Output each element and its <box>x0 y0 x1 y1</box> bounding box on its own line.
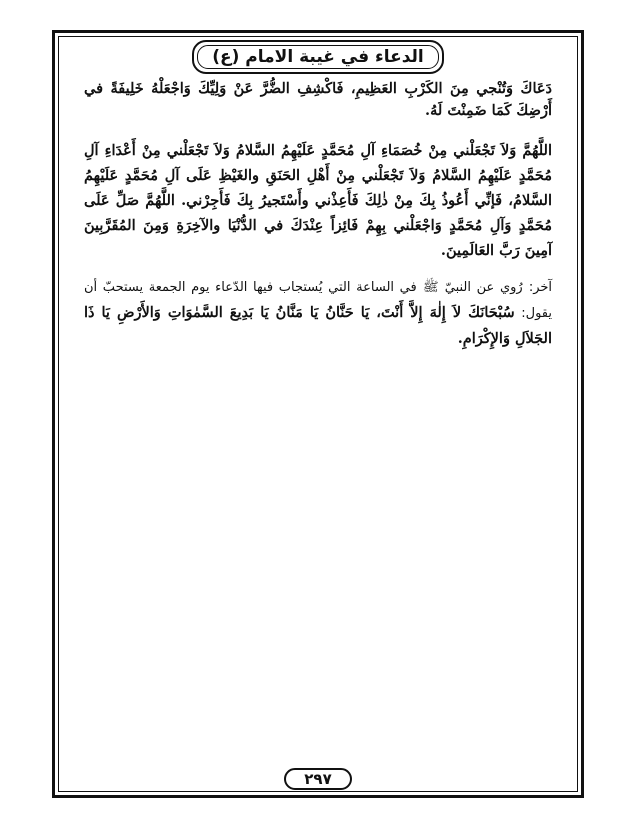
paragraph-2: اللَّهُمَّ وَلاَ تَجْعَلْني مِنْ خُصَمَاءِ آلِ مُحَمَّدٍ عَلَيْهِمُ السَّلامُ وَلاَ تَجْعَلْني مِنْ أَعْدَاءِ آلِ مُحَمَّدٍ عَلَيْهِمُ السَّلامُ وَلاَ تَجْعَلْني مِنْ أَهْلِ الحَنَقِ والغَيْظِ عَلَى آلِ مُحَمَّدٍ عَلَيْهِمُ السَّلامُ، فَإنِّي أَعُوذُ بِكَ مِنْ ذٰلِكَ فَأَعِذْني وأَسْتَجيرُ بِكَ فَأَجِرْني. اللَّهُمَّ صَلِّ عَلَى مُحَمَّدٍ وَآلِ مُحَمَّدٍ وَاجْعَلْني بِهِمْ فَائِزاً عِنْدَكَ في الدُّنْيَا والآخِرَةِ وَمِنَ المُقَرَّبِينَ آمِينَ رَبَّ العَالَمِينَ. <box>84 142 552 259</box>
header-cartouche <box>192 40 444 74</box>
narration-text: في الساعة التي يُستجاب فيها الدّعاء يوم الجمعة يستحبّ أن يقول: <box>84 280 553 321</box>
paragraph-3 <box>84 275 552 352</box>
section-label: آخر: <box>528 280 553 295</box>
page-title: الدعاء في غيبة الامام (ع) <box>212 47 424 67</box>
salawat-mark: ﷺ <box>422 280 439 295</box>
page-body <box>84 78 552 352</box>
narration-intro: رُوي عن النبيّ <box>444 280 523 295</box>
paragraph-1: دَعَاكَ وَتُنْجي مِنَ الكَرْبِ العَظِيمِ، فَاكْشِفِ الضُّرَّ عَنْ وَلِيِّكَ وَاجْعَلْهُ خَلِيفَةً في أَرْضِكَ كَمَا ضَمِنْتَ لَهُ. <box>84 80 552 119</box>
page-number: ٢٩٧ <box>304 770 332 788</box>
page-number-cartouche <box>284 768 352 790</box>
supplication-quote: سُبْحَانَكَ لاَ إِلٰهَ إِلاَّ أَنْتَ، يَا حَنَّانُ يَا مَنَّانُ يَا بَدِيعَ السَّمٰوَاتِ وَالأَرْضِ يَا ذَا الجَلاَلِ وَالإِكْرَامِ. <box>84 304 552 347</box>
